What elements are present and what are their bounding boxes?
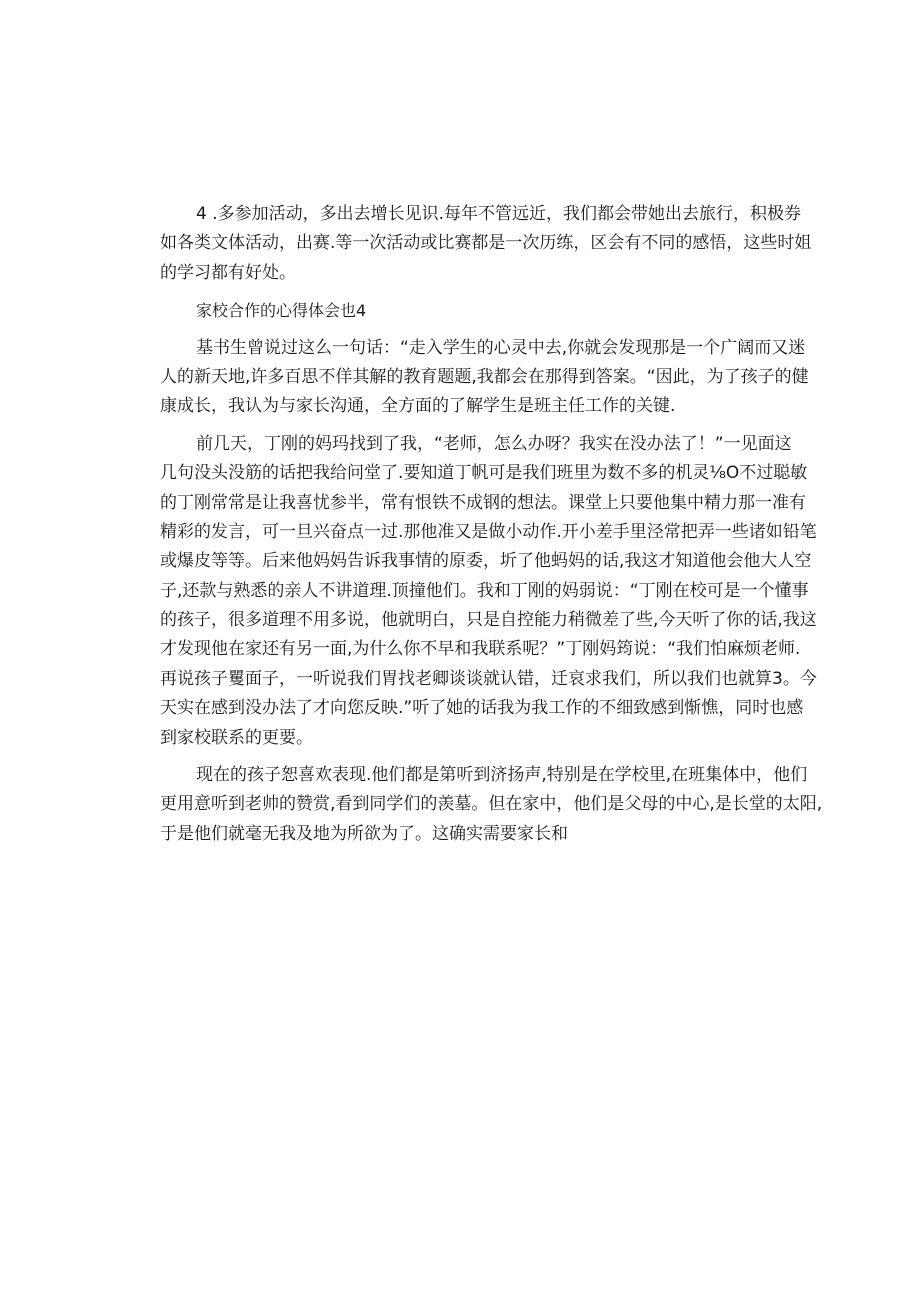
text-line: 更用意听到老帅的赞赏,看到同学们的羡墓。但在家中，他们是父母的中心,是长堂的太阳, [160, 794, 823, 815]
text-line: 如各类文体活动，出赛.等一次活动或比赛都是一次历练，区会有不同的感悟，这些时姐 [160, 233, 812, 254]
text-line: 的学习都有好处。 [160, 262, 296, 283]
text-line: 于是他们就毫无我及地为所欲为了。这确实需要家长和 [160, 823, 568, 844]
text-line: 再说孩子矍面子，一听说我们胃找老卿谈谈就认错，迁哀求我们，所以我们也就算3。今 [160, 668, 817, 689]
text-line: 才发现他在家还有另一面,为什么你不早和我联系呢？”丁刚妈筠说：“我们怕麻烦老师. [160, 639, 801, 660]
text-line: 到家校联系的更要。 [160, 727, 313, 748]
paragraph-dinggang [160, 430, 817, 753]
text-line: 精彩的发言，可一旦兴奋点一过.那他准又是做小动作.开小差手里泾常把弄一些诸如铅笔 [160, 521, 817, 542]
text-line: 的丁刚常常是让我喜忧参半，常有恨铁不成钢的想法。课堂上只要他集中精力那一准有 [160, 492, 806, 513]
text-line: 人的新天地,许多百思不佯其解的教育题题,我都会在那得到答案。“因此，为了孩子的健 [160, 366, 809, 387]
section-title: 家校合作的心得体会也4 [196, 301, 367, 321]
paragraph-activities [160, 200, 812, 288]
document-body [160, 200, 823, 849]
text-line: 基书生曾说过这么一句话：“走入学生的心灵中去,你就会发现那是一个广阔而又迷 [196, 337, 806, 358]
text-line: 现在的孩子恕喜欢表现.他们都是第听到济扬声,特别是在学校里,在班集体中，他们 [196, 765, 808, 786]
text-line: 康成长，我认为与家长沟通，全方面的了解学生是班主任工作的关键. [160, 396, 676, 417]
text-line: 4 .多参加活动，多出去增长见识.每年不管远近，我们都会带她出去旅行，积极券 [196, 204, 802, 224]
text-line: 前几天，丁刚的妈玛找到了我，“老师，怎么办呀？我实在没办法了！”一见面这 [196, 433, 792, 454]
paragraph-quote [160, 334, 809, 422]
text-line: 子,还款与熟悉的亲人不讲道理.顶撞他们。我和丁刚的妈弱说：“丁刚在校可是一个懂事 [160, 580, 809, 601]
text-line: 或爆皮等等。后来他妈妈告诉我事情的原委，圻了他蚂妈的话,我这才知道他会他大人空 [160, 551, 812, 572]
paragraph-children [160, 761, 823, 849]
text-line: 的孩子，很多道理不用多说，他就明白，只是自控能力稍微差了些,今天听了你的话,我这 [160, 610, 817, 631]
text-line: 天实在感到没办法了才向您反映.”听了她的话我为我工作的不细致感到惭憔，同时也感 [160, 698, 804, 719]
text-line: 几句没头没筋的话把我给问堂了.要知道丁帆可是我们班里为数不多的机灵⅛O不过聪敏 [160, 463, 808, 484]
